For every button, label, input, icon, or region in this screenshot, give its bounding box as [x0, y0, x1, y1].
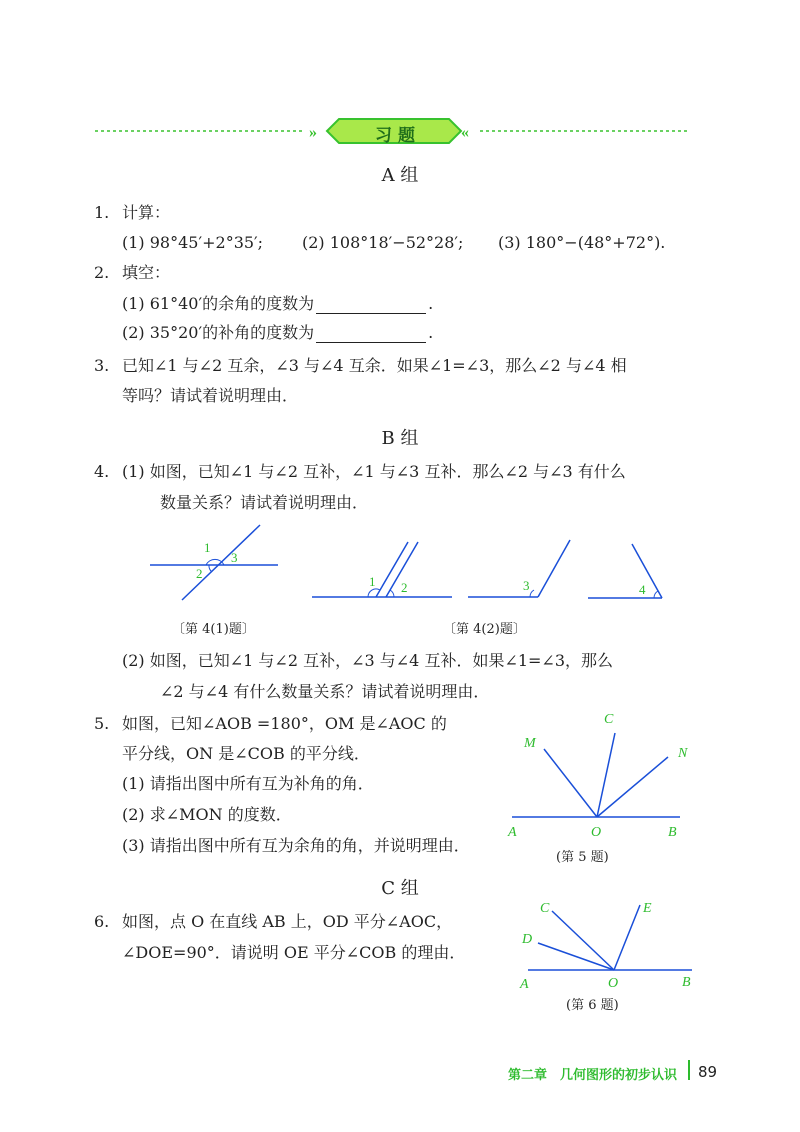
- angle-label: 4: [639, 582, 646, 597]
- problem-1-item: (3) 180°−(48°+72°).: [498, 233, 666, 252]
- angle-label: 2: [401, 580, 408, 595]
- point-label: M: [524, 736, 536, 751]
- chapter-title: 第二章 几何图形的初步认识: [508, 1068, 678, 1083]
- page-number: 89: [698, 1063, 718, 1081]
- problem-2-number: 2.: [94, 263, 110, 282]
- group-a-heading: A 组: [381, 165, 419, 186]
- problem-6-figure: [510, 895, 700, 995]
- point-label: O: [591, 825, 602, 840]
- problem-2-item-text: (2) 35°20′的补角的度数为: [122, 323, 315, 342]
- problem-6-line: ∠DOE=90°．请说明 OE 平分∠COB 的理由．: [122, 943, 466, 962]
- svg-text:»: »: [309, 124, 317, 141]
- problem-5-item: (1) 请指出图中所有互为补角的角．: [122, 774, 374, 793]
- angle-label: 2: [196, 566, 203, 581]
- point-label: B: [682, 975, 691, 990]
- point-label: N: [678, 746, 688, 761]
- angle-label: 3: [231, 550, 238, 565]
- problem-5-item: (2) 求∠MON 的度数．: [122, 805, 292, 824]
- problem-2-item: (2) 35°20′的补角的度数为 .: [122, 323, 434, 342]
- point-label: C: [540, 901, 550, 916]
- problem-3-line: 已知∠1 与∠2 互余，∠3 与∠4 互余．如果∠1=∠3，那么∠2 与∠4 相: [122, 356, 627, 375]
- problem-3-line: 等吗？请试着说明理由．: [122, 386, 299, 405]
- group-b-heading: B 组: [381, 428, 419, 449]
- answer-blank: [316, 297, 426, 314]
- point-label: B: [668, 825, 677, 840]
- angle-label: 1: [369, 574, 376, 589]
- problem-5-number: 5.: [94, 714, 110, 733]
- problem-5-figure: [500, 705, 700, 845]
- problem-5-line: 平分线，ON 是∠COB 的平分线．: [122, 744, 370, 763]
- problem-1-text: 计算：: [122, 203, 171, 222]
- point-label: O: [608, 976, 619, 991]
- problem-1-item: (2) 108°18′−52°28′;: [302, 233, 464, 252]
- problem-4-line: 数量关系？请试着说明理由．: [160, 493, 369, 512]
- problem-5-line: 如图，已知∠AOB =180°，OM 是∠AOC 的: [122, 714, 447, 733]
- problem-2-item-text: (1) 61°40′的余角的度数为: [122, 294, 315, 313]
- figure-caption: 〔第 4(1)题〕: [172, 622, 255, 637]
- problem-5-item: (3) 请指出图中所有互为余角的角，并说明理由．: [122, 836, 470, 855]
- problem-3-number: 3.: [94, 356, 110, 375]
- problem-6-number: 6.: [94, 912, 110, 931]
- answer-blank: [316, 326, 426, 343]
- problem-2-item: (1) 61°40′的余角的度数为 .: [122, 294, 434, 313]
- svg-text:«: «: [461, 124, 469, 141]
- figure-caption: (第 5 题): [556, 850, 609, 865]
- problem-2-text: 填空：: [122, 263, 171, 282]
- problem-4-line: (2) 如图，已知∠1 与∠2 互补，∠3 与∠4 互补．如果∠1=∠3，那么: [122, 651, 614, 670]
- problem-4-line: ∠2 与∠4 有什么数量关系？请试着说明理由．: [160, 682, 490, 701]
- problem-4-line: (1) 如图，已知∠1 与∠2 互补，∠1 与∠3 互补．那么∠2 与∠3 有什么: [122, 462, 626, 481]
- problem-6-line: 如图，点 O 在直线 AB 上，OD 平分∠AOC，: [122, 912, 453, 931]
- group-c-heading: C 组: [381, 878, 419, 899]
- angle-label: 1: [204, 540, 211, 555]
- point-label: A: [520, 977, 529, 992]
- angle-label: 3: [523, 578, 530, 593]
- point-label: E: [643, 901, 652, 916]
- point-label: D: [522, 932, 533, 947]
- banner-title: 习 题: [375, 126, 415, 146]
- problem-4-number: 4.: [94, 462, 110, 481]
- figure-caption: 〔第 4(2)题〕: [443, 622, 526, 637]
- point-label: A: [508, 825, 517, 840]
- footer-divider: [688, 1060, 690, 1080]
- figure-caption: (第 6 题): [566, 998, 619, 1013]
- problem-4-figures: [140, 520, 680, 610]
- problem-1-number: 1.: [94, 203, 110, 222]
- problem-1-item: (1) 98°45′+2°35′;: [122, 233, 264, 252]
- point-label: C: [604, 712, 614, 727]
